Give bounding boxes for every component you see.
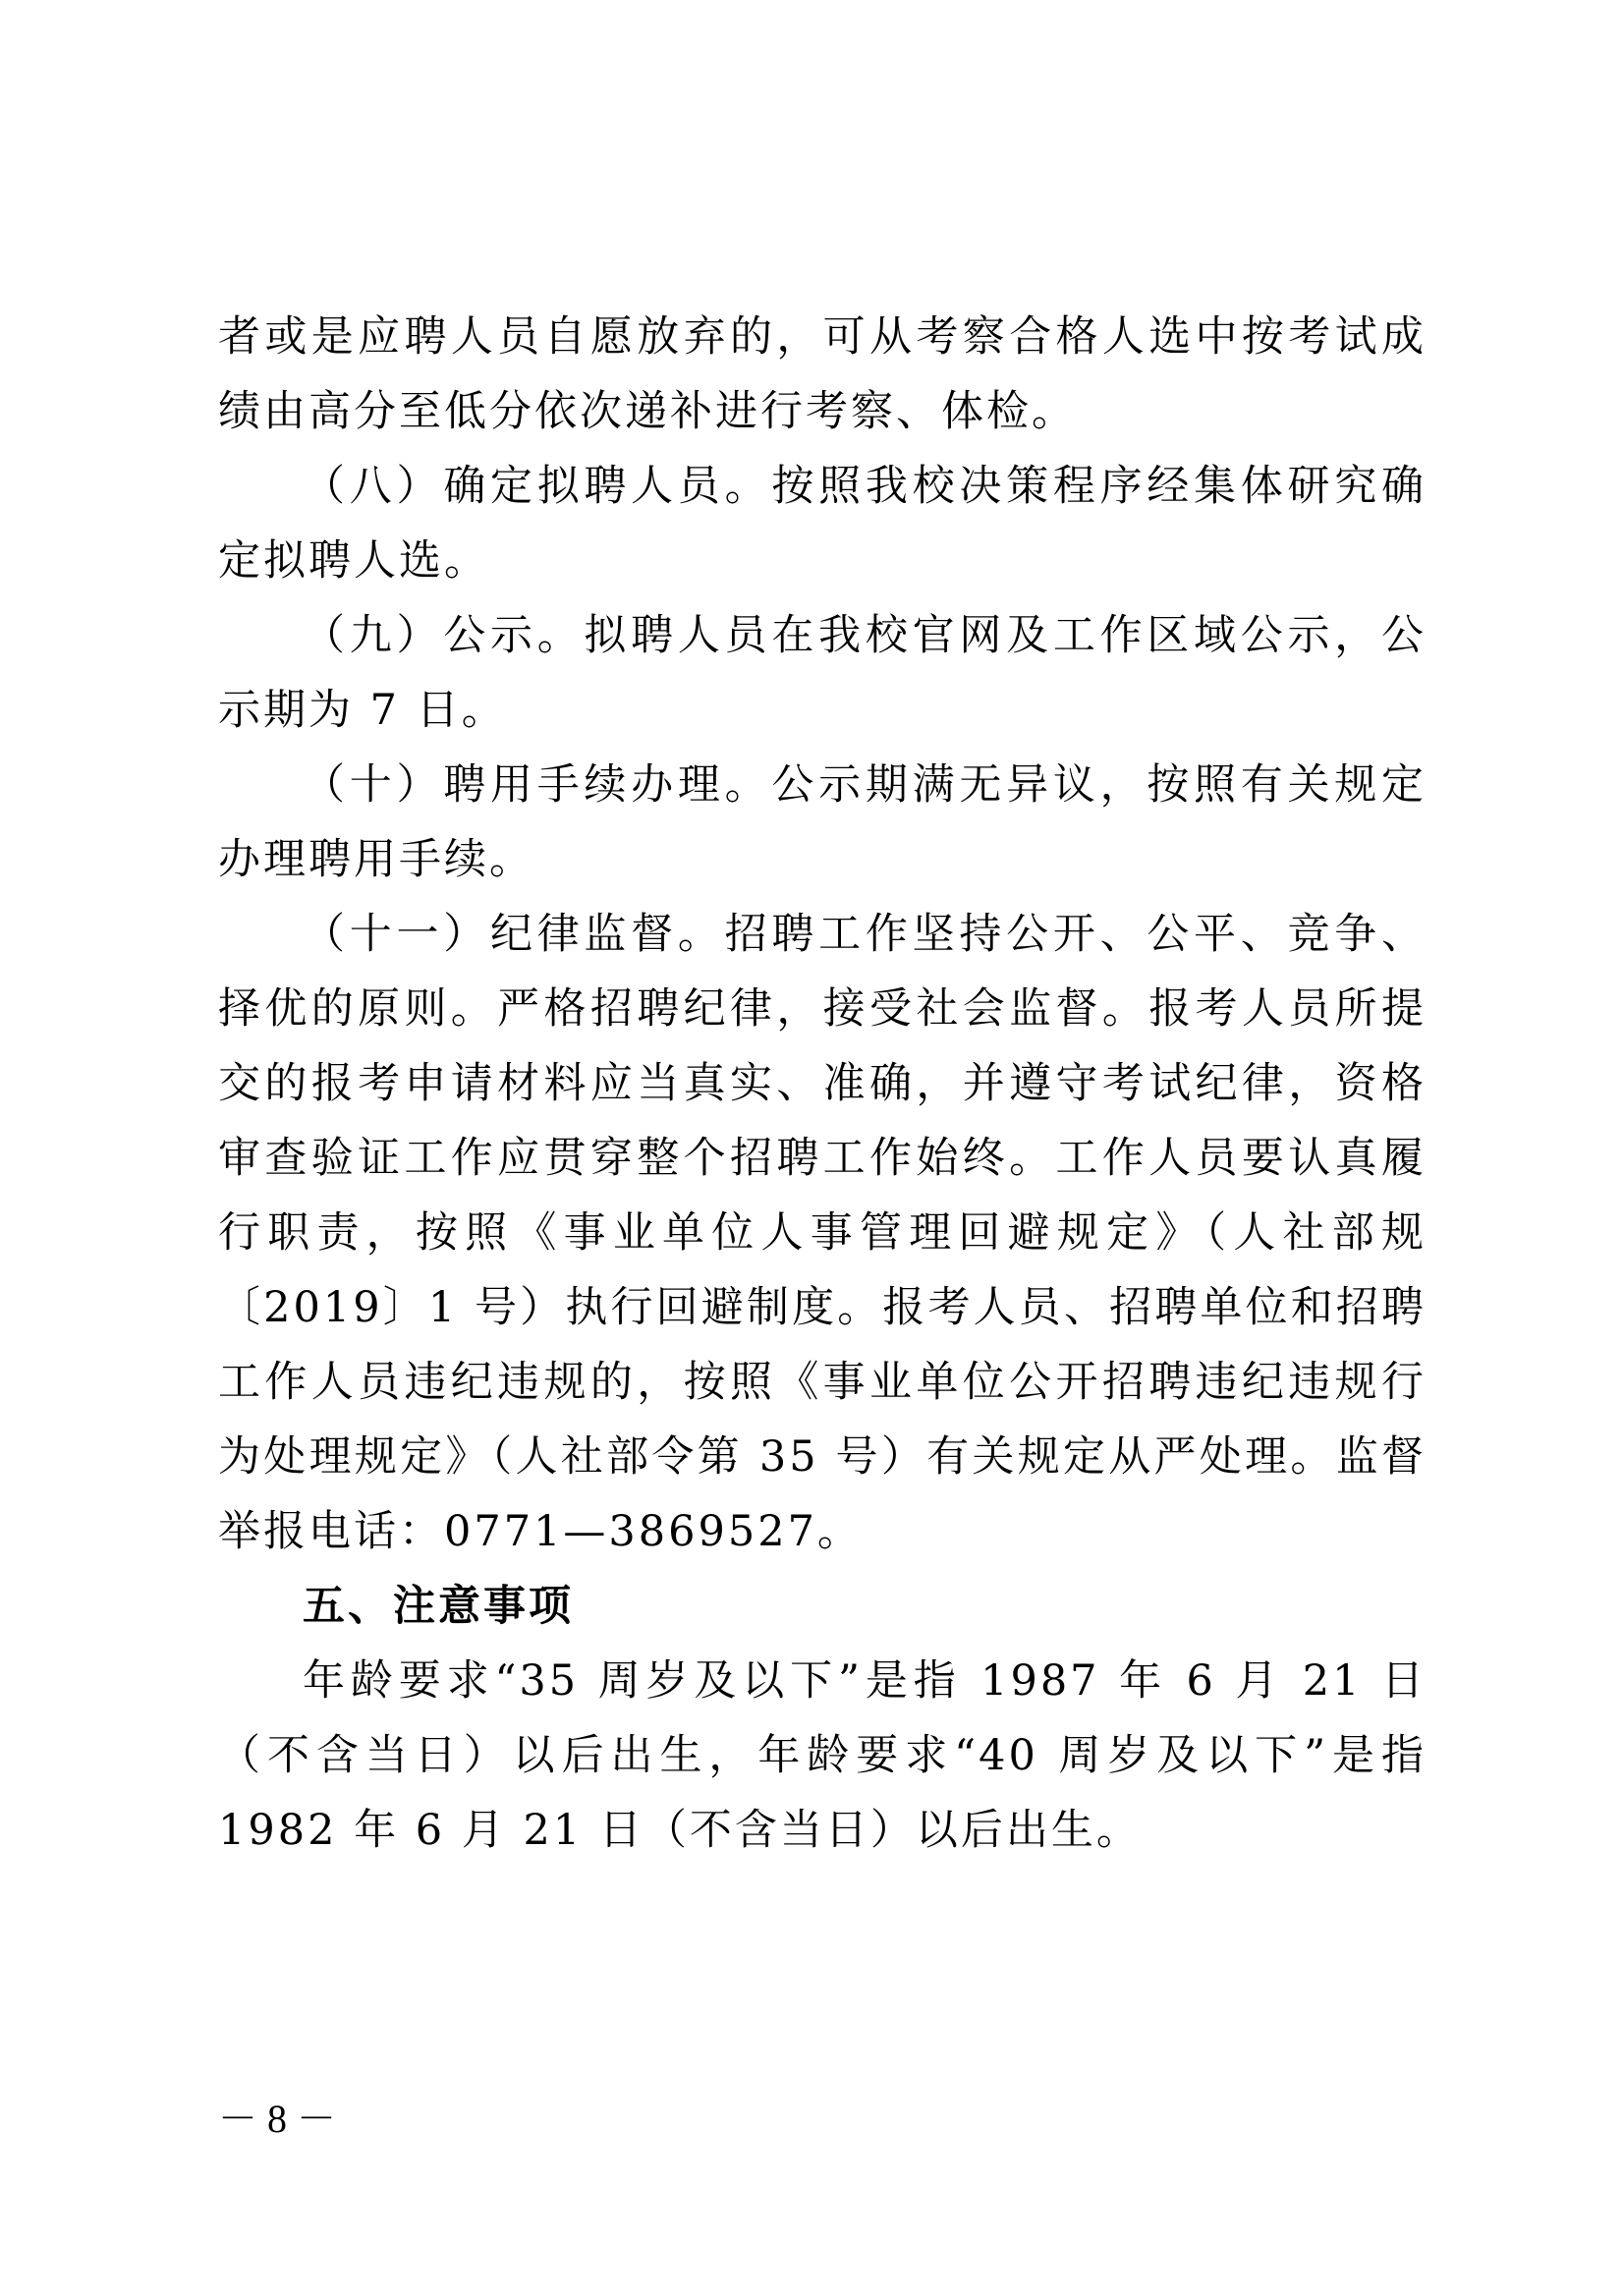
paragraph-item-9: （九）公示。拟聘人员在我校官网及工作区域公示，公示期为 7 日。 [218,611,1427,735]
page-number: － 8 － [218,2097,336,2141]
paragraph-continuation: 者或是应聘人员自愿放弃的，可从考察合格人选中按考试成绩由高分至低分依次递补进行考察、体检。 [218,312,1427,436]
paragraph-item-10: （十）聘用手续办理。公示期满无异议，按照有关规定办理聘用手续。 [218,760,1427,884]
paragraph-notice: 年龄要求“35 周岁及以下”是指 1987 年 6 月 21 日（不含当日）以后出生，年龄要求“40 周岁及以下”是指 1982 年 6 月 21 日（不含当日）以后出生。 [218,1656,1427,1855]
paragraph-item-8: （八）确定拟聘人员。按照我校决策程序经集体研究确定拟聘人选。 [218,462,1427,586]
paragraph-item-11: （十一）纪律监督。招聘工作坚持公开、公平、竞争、择优的原则。严格招聘纪律，接受社会监督。报考人员所提交的报考申请材料应当真实、准确，并遵守考试纪律，资格审查验证工作应贯穿整个招聘工作始终。工作人员要认真履行职责，按照《事业单位人事管理回避规定》（人社部规〔2019〕1 号）执行回避制度。报考人员、招聘单位和招聘工作人员违纪违规的，按照《事业单位公开招聘违纪违规行为处理规定》（人社部令第 35 号）有关规定从严处理。监督举报电话：0771—3869527。 [218,910,1427,1556]
document-body [218,300,1427,1868]
section-heading: 五、注意事项 [303,1582,574,1631]
